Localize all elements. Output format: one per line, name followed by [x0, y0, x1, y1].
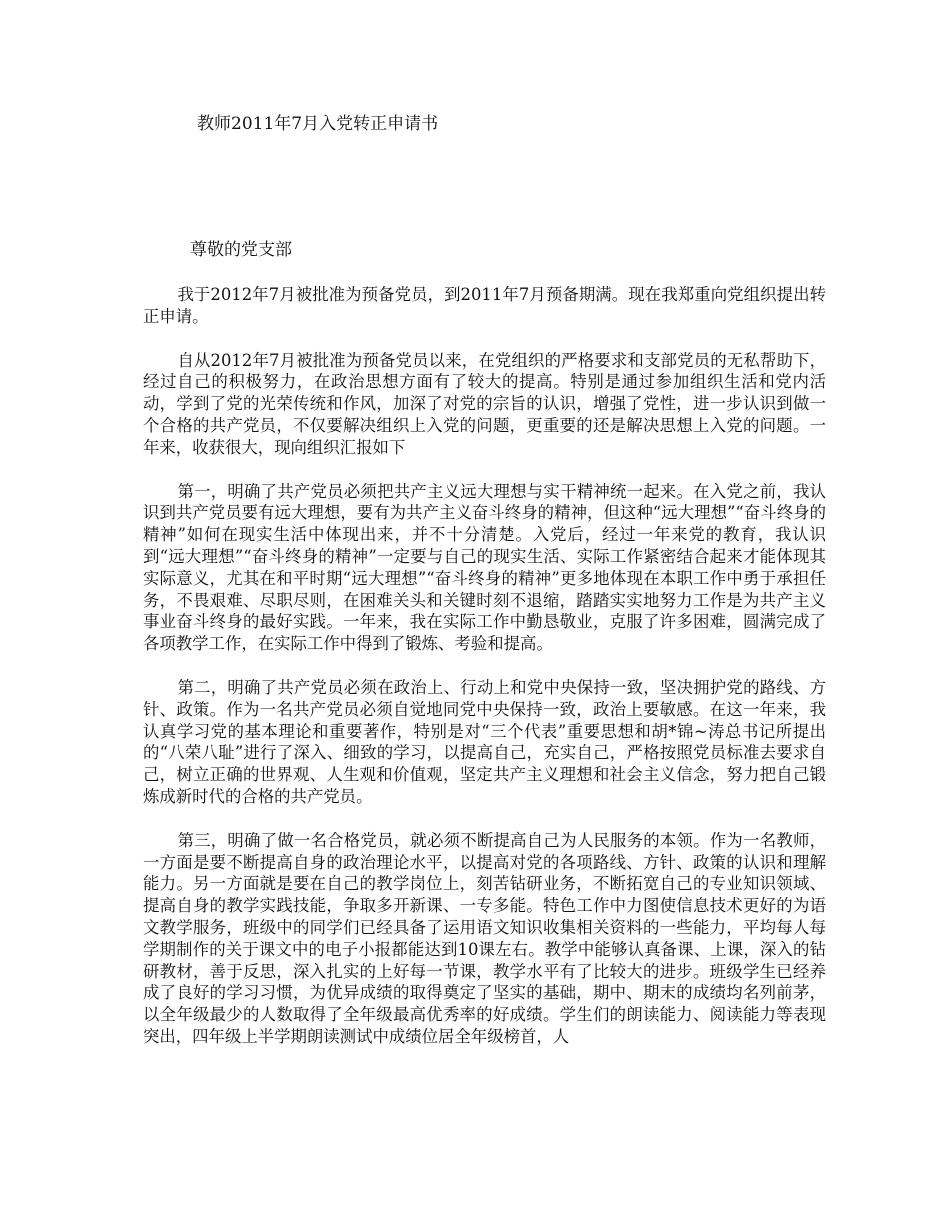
document-body [143, 284, 826, 1070]
salutation: 尊敬的党支部 [190, 240, 292, 260]
paragraph-intro: 我于2012年7月被批准为预备党员，到2011年7月预备期满。现在我郑重向党组织提出转正申请。 [143, 285, 826, 326]
paragraph-third: 第三，明确了做一名合格党员，就必须不断提高自己为人民服务的本领。作为一名教师，一方面是要不断提高自身的政治理论水平，以提高对党的各项路线、方针、政策的认识和理解能力。另一方面就是要在自己的教学岗位上，刻苦钻研业务，不断拓宽自己的专业知识领域、提高自身的教学实践技能，争取多开新课、一专多能。特色工作中力图使信息技术更好的为语文教学服务，班级中的同学们已经具备了运用语文知识收集相关资料的一些能力，平均每人每学期制作的关于课文中的电子小报都能达到10课左右。教学中能够认真备课、上课，深入的钻研教材，善于反思，深入扎实的上好每一节课，教学水平有了比较大的进步。班级学生已经养成了良好的学习习惯，为优异成绩的取得奠定了坚实的基础，期中、期末的成绩均名列前茅，以全年级最少的人数取得了全年级最高优秀率的好成绩。学生们的朗读能力、阅读能力等表现突出，四年级上半学期朗读测试中成绩位居全年级榜首，人 [143, 830, 826, 1046]
paragraph-overview: 自从2012年7月被批准为预备党员以来，在党组织的严格要求和支部党员的无私帮助下，经过自己的积极努力，在政治思想方面有了较大的提高。特别是通过参加组织生活和党内活动，学到了党的光荣传统和作风，加深了对党的宗旨的认识，增强了党性，进一步认识到做一个合格的共产党员，不仅要解决组织上入党的问题，更重要的还是解决思想上入党的问题。一年来，收获很大，现向组织汇报如下 [143, 350, 826, 457]
paragraph-first: 第一，明确了共产党员必须把共产主义远大理想与实干精神统一起来。在入党之前，我认识到共产党员要有远大理想，要有为共产主义奋斗终身的精神，但这种“远大理想”“奋斗终身的精神”如何在现实生活中体现出来，并不十分清楚。入党后，经过一年来党的教育，我认识到“远大理想”“奋斗终身的精神”一定要与自己的现实生活、实际工作紧密结合起来才能体现其实际意义，尤其在和平时期“远大理想”“奋斗终身的精神”更多地体现在本职工作中勇于承担任务，不畏艰难、尽职尽则，在困难关头和关键时刻不退缩，踏踏实实地努力工作是为共产主义事业奋斗终身的最好实践。一年来，我在实际工作中勤恳敬业，克服了许多困难，圆满完成了各项教学工作，在实际工作中得到了锻炼、考验和提高。 [143, 481, 826, 654]
document-title: 教师2011年7月入党转正申请书 [197, 114, 439, 134]
paragraph-second: 第二，明确了共产党员必须在政治上、行动上和党中央保持一致，坚决拥护党的路线、方针、政策。作为一名共产党员必须自觉地同党中央保持一致，政治上要敏感。在这一年来，我认真学习党的基本理论和重要著作，特别是对“三个代表”重要思想和胡*锦~涛总书记所提出的“八荣八耻”进行了深入、细致的学习，以提高自己，充实自己，严格按照党员标准去要求自己，树立正确的世界观、人生观和价值观，坚定共产主义理想和社会主义信念，努力把自己锻炼成新时代的合格的共产党员。 [143, 677, 826, 806]
